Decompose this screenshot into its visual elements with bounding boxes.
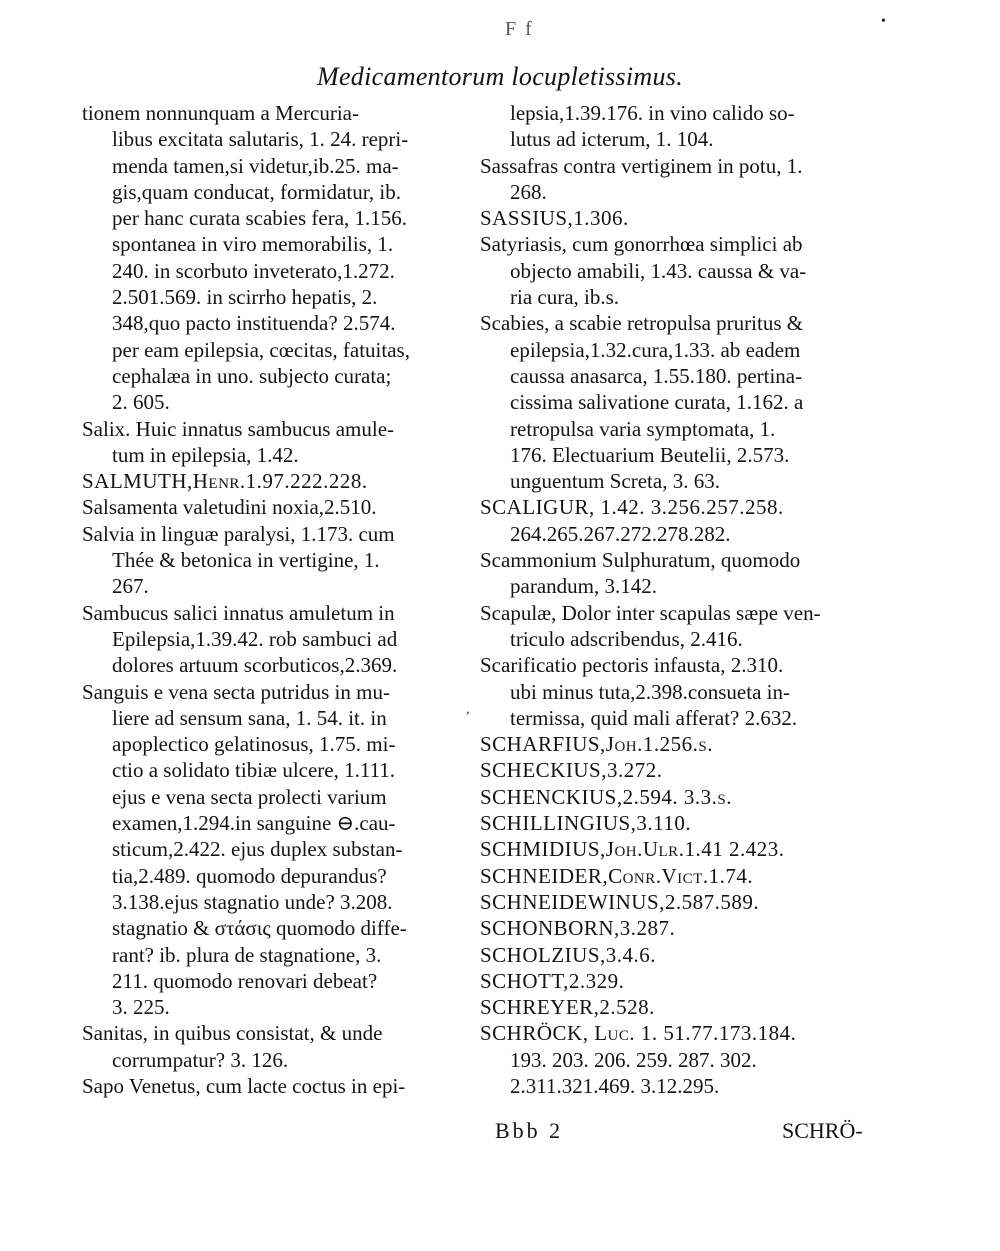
index-line: 267. [112, 574, 149, 599]
index-entry: Sanitas, in quibus consistat, & unde [82, 1021, 383, 1046]
signature-mark: Bbb 2 [495, 1118, 564, 1143]
index-entry: SASSIUS,1.306. [480, 206, 629, 231]
index-line: Epilepsia,1.39.42. rob sambuci ad [112, 626, 398, 651]
index-entry: Scarificatio pectoris infausta, 2.310. [480, 653, 784, 678]
index-line: 211. quomodo renovari debeat? [112, 968, 378, 993]
index-entry: SCHOTT,2.329. [480, 968, 625, 993]
index-line: tionem nonnunquam a Mercuria- [82, 101, 359, 125]
index-entry: Sambucus salici innatus amuletum in [82, 600, 395, 625]
index-entry: Salix. Huic innatus sambucus amule- [82, 416, 395, 441]
index-line: caussa anasarca, 1.55.180. pertina- [510, 363, 803, 388]
left-column [82, 100, 477, 1099]
ink-dot: • [881, 14, 886, 29]
index-entry: Satyriasis, cum gonorrhœa simplici ab [480, 232, 803, 257]
index-entry: SCALIGUR, 1.42. 3.256.257.258. [480, 495, 784, 520]
index-entry: Sapo Venetus, cum lacte coctus in epi- [82, 1073, 406, 1098]
index-entry: SCHILLINGIUS,3.110. [480, 811, 692, 836]
index-line: ctio a solidato tibiæ ulcere, 1.111. [112, 758, 396, 783]
index-entry: SCHRÖCK, Luc. 1. 51.77.173.184. [480, 1021, 797, 1046]
index-line: menda tamen,si videtur,ib.25. ma- [112, 153, 399, 178]
index-entry: Scapulæ, Dolor inter scapulas sæpe ven- [480, 600, 821, 625]
index-line: triculo adscribendus, 2.416. [510, 626, 743, 651]
index-line: ria cura, ib.s. [510, 285, 620, 310]
index-line: spontanea in viro memorabilis, 1. [112, 232, 394, 257]
index-line: 3.138.ejus stagnatio unde? 3.208. [112, 889, 393, 914]
catchword: SCHRÖ- [782, 1118, 863, 1143]
index-line: libus excitata salutaris, 1. 24. repri- [112, 127, 409, 152]
index-line: 3. 225. [112, 995, 170, 1020]
index-line: cissima salivatione curata, 1.162. a [510, 390, 804, 415]
index-line: 264.265.267.272.278.282. [510, 521, 731, 546]
index-line: tia,2.489. quomodo depurandus? [112, 863, 387, 888]
index-line: gis,quam conducat, formidatur, ib. [112, 179, 402, 204]
index-line: dolores artuum scorbuticos,2.369. [112, 653, 398, 678]
index-line: apoplectico gelatinosus, 1.75. mi- [112, 732, 396, 757]
index-entry: SCHARFIUS,Joh.1.256.s. [480, 732, 713, 757]
index-entry: Sassafras contra vertiginem in potu, 1. [480, 153, 803, 178]
index-line: tum in epilepsia, 1.42. [112, 442, 299, 467]
index-line: Thée & betonica in vertigine, 1. [112, 548, 380, 573]
index-line: ejus e vena secta prolecti varium [112, 784, 387, 809]
index-line: sticum,2.422. ejus duplex substan- [112, 837, 403, 862]
index-entry: SCHNEIDER,Conr.Vict.1.74. [480, 863, 754, 888]
index-line: examen,1.294.in sanguine ⊖.cau- [112, 811, 396, 836]
index-line: parandum, 3.142. [510, 574, 657, 599]
right-column [480, 100, 880, 1099]
index-line: retropulsa varia symptomata, 1. [510, 416, 776, 441]
index-line: unguentum Screta, 3. 63. [510, 469, 720, 494]
index-line: 193. 203. 206. 259. 287. 302. [510, 1047, 757, 1072]
index-line: 2.501.569. in scirrho hepatis, 2. [112, 285, 378, 310]
index-line: objecto amabili, 1.43. caussa & va- [510, 258, 807, 283]
index-line: stagnatio & στάσις quomodo diffe- [112, 916, 407, 941]
index-line: cephalæa in uno. subjecto curata; [112, 363, 392, 388]
index-entry: SCHONBORN,3.287. [480, 916, 676, 941]
index-entry: SCHREYER,2.528. [480, 995, 655, 1020]
index-entry: SCHMIDIUS,Joh.Ulr.1.41 2.423. [480, 837, 785, 862]
page-mark: F f [505, 18, 534, 40]
index-line: 240. in scorbuto inveterato,1.272. [112, 258, 395, 283]
index-entry: Scabies, a scabie retropulsa pruritus & [480, 311, 804, 336]
index-entry: Scammonium Sulphuratum, quomodo [480, 548, 801, 573]
index-entry: SALMUTH,Henr.1.97.222.228. [82, 469, 368, 494]
index-entry: Salvia in linguæ paralysi, 1.173. cum [82, 521, 395, 546]
index-line: 2. 605. [112, 390, 170, 415]
index-entry: SCHNEIDEWINUS,2.587.589. [480, 889, 760, 914]
index-line: epilepsia,1.32.cura,1.33. ab eadem [510, 337, 801, 362]
index-line: rant? ib. plura de stagnatione, 3. [112, 942, 382, 967]
index-entry: SCHENCKIUS,2.594. 3.3.s. [480, 784, 732, 809]
index-line: termissa, quid mali afferat? 2.632. [510, 705, 798, 730]
index-line: lutus ad icterum, 1. 104. [510, 127, 714, 152]
index-line: 348,quo pacto instituenda? 2.574. [112, 311, 396, 336]
index-line: ubi minus tuta,2.398.consueta in- [510, 679, 790, 704]
index-line: per hanc curata scabies fera, 1.156. [112, 206, 408, 231]
index-entry: SCHECKIUS,3.272. [480, 758, 663, 783]
running-head: Medicamentorum locupletissimus. [316, 62, 684, 91]
index-entry: Salsamenta valetudini noxia,2.510. [82, 495, 377, 520]
index-line: 268. [510, 179, 547, 204]
index-entry: SCHOLZIUS,3.4.6. [480, 942, 657, 967]
index-line: 176. Electuarium Beutelii, 2.573. [510, 442, 790, 467]
stray-mark: , [466, 702, 470, 717]
index-entry: Sanguis e vena secta putridus in mu- [82, 679, 390, 704]
index-line: liere ad sensum sana, 1. 54. it. in [112, 705, 387, 730]
index-line: 2.311.321.469. 3.12.295. [510, 1073, 720, 1098]
index-line: per eam epilepsia, cœcitas, fatuitas, [112, 337, 410, 362]
index-line: lepsia,1.39.176. in vino calido so- [510, 101, 795, 125]
index-line: corrumpatur? 3. 126. [112, 1047, 289, 1072]
